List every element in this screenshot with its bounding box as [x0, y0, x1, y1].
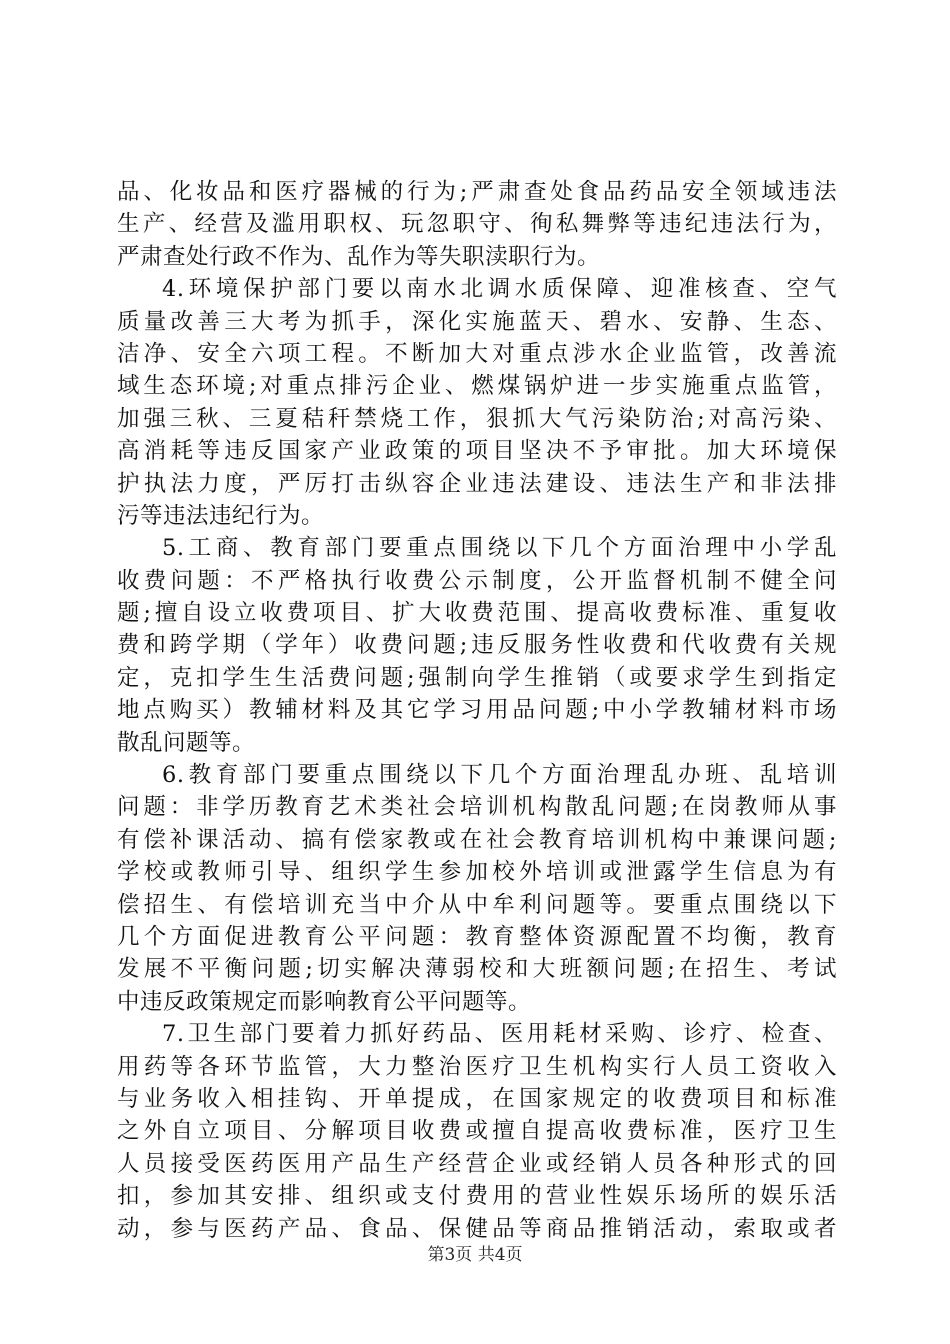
text-line: 4.环境保护部门要以南水北调水质保障、迎准核查、空气	[162, 276, 837, 303]
text-line: 之外自立项目、分解项目收费或擅自提高收费标准，医疗卫生	[117, 1118, 837, 1145]
text-line: 问题：非学历教育艺术类社会培训机构散乱问题;在岗教师从事	[117, 794, 837, 821]
text-line: 发展不平衡问题;切实解决薄弱校和大班额问题;在招生、考试	[117, 956, 837, 983]
text-line: 护执法力度，严厉打击纵容企业违法建设、违法生产和非法排	[117, 470, 837, 497]
text-line: 收费问题：不严格执行收费公示制度，公开监督机制不健全问	[117, 567, 837, 594]
text-line: 质量改善三大考为抓手，深化实施蓝天、碧水、安静、生态、	[117, 308, 837, 335]
text-line: 生产、经营及滥用职权、玩忽职守、徇私舞弊等违纪违法行为，	[117, 211, 837, 238]
text-line: 品、化妆品和医疗器械的行为;严肃查处食品药品安全领域违法	[117, 179, 837, 205]
text-line: 洁净、安全六项工程。不断加大对重点涉水企业监管，改善流	[117, 340, 837, 367]
text-line: 地点购买）教辅材料及其它学习用品问题;中小学教辅材料市场	[117, 697, 837, 724]
text-line: 扣，参加其安排、组织或支付费用的营业性娱乐场所的娱乐活	[117, 1183, 837, 1210]
document-body	[117, 176, 837, 1245]
text-line: 与业务收入相挂钩、开单提成，在国家规定的收费项目和标准	[117, 1085, 837, 1112]
text-line: 几个方面促进教育公平问题：教育整体资源配置不均衡，教育	[117, 923, 837, 950]
text-line: 污等违法违纪行为。	[117, 502, 325, 529]
text-line: 用药等各环节监管，大力整治医疗卫生机构实行人员工资收入	[117, 1053, 837, 1080]
text-line: 费和跨学期（学年）收费问题;违反服务性收费和代收费有关规	[117, 632, 837, 659]
text-line: 加强三秋、三夏秸秆禁烧工作，狠抓大气污染防治;对高污染、	[117, 405, 837, 432]
text-line: 偿招生、有偿培训充当中介从中牟利问题等。要重点围绕以下	[117, 891, 837, 918]
text-line: 严肃查处行政不作为、乱作为等失职渎职行为。	[117, 243, 601, 270]
text-line: 6.教育部门要重点围绕以下几个方面治理乱办班、乱培训	[162, 762, 837, 789]
page-footer: 第3页 共4页	[427, 1245, 523, 1265]
text-line: 7.卫生部门要着力抓好药品、医用耗材采购、诊疗、检查、	[162, 1021, 837, 1048]
text-line: 人员接受医药医用产品生产经营企业或经销人员各种形式的回	[117, 1150, 837, 1177]
text-line: 域生态环境;对重点排污企业、燃煤锅炉进一步实施重点监管，	[117, 373, 837, 400]
text-line: 散乱问题等。	[117, 729, 256, 756]
text-line: 有偿补课活动、搞有偿家教或在社会教育培训机构中兼课问题;	[117, 826, 837, 853]
text-line: 定，克扣学生生活费问题;强制向学生推销（或要求学生到指定	[117, 664, 837, 691]
text-line: 中违反政策规定而影响教育公平问题等。	[117, 988, 532, 1015]
text-line: 5.工商、教育部门要重点围绕以下几个方面治理中小学乱	[162, 535, 837, 562]
text-line: 动，参与医药产品、食品、保健品等商品推销活动，索取或者	[117, 1215, 837, 1242]
text-line: 题;擅自设立收费项目、扩大收费范围、提高收费标准、重复收	[117, 600, 837, 627]
text-line: 学校或教师引导、组织学生参加校外培训或泄露学生信息为有	[117, 859, 837, 886]
text-line: 高消耗等违反国家产业政策的项目坚决不予审批。加大环境保	[117, 438, 837, 465]
